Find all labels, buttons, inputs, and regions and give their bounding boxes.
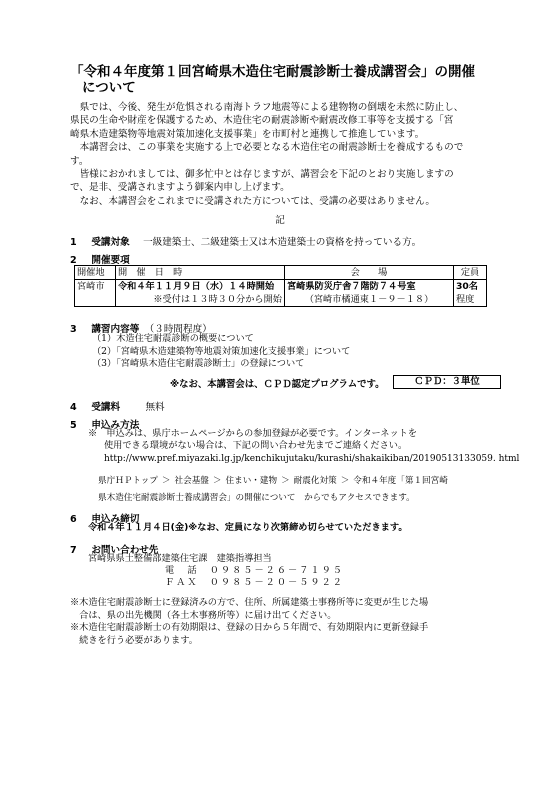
section-value: 一級建築士、二級建築士又は木造建築士の資格を持っている方。 [143, 237, 422, 248]
capacity-note-cell: 程度 [454, 293, 487, 307]
intro-line: 本講習会は、この事業を実施する上で必要となる木造住宅の耐震診断士を養成するもので [70, 142, 464, 154]
note-line: ※木造住宅耐震診断士に登録済みの方で、住所、所属建築士事務所等に変更が生じた場 [70, 597, 429, 608]
intro-line: 県民の生命や財産を保護するため、木造住宅の耐震診断や耐震改修工事等を支援する「宮 [70, 115, 454, 127]
intro-line: 皆様におかれましては、御多忙中とは存じますが、講習会を下記のとおり実施しますの [70, 169, 454, 181]
intro-line: 県では、今後、発生が危惧される南海トラフ地震等による建物物の倒壊を未然に防止し、 [70, 102, 464, 113]
location-cell: 宮崎市 [75, 280, 116, 307]
intro-line: なお、本講習会をこれまでに受講された方については、受講の必要はありません。 [70, 195, 435, 207]
breadcrumb-item: 令和４年度「第１回宮崎 [353, 476, 448, 486]
table-row [75, 293, 487, 307]
fax-label: ＦＡＸ [165, 577, 199, 588]
intro-line: 崎県木造建築物等地震対策加速化支援事業」を市町村と連携して推進しています。 [70, 128, 425, 140]
contact-dept: 宮崎県県土整備部建築住宅課 建築指導担当 [88, 553, 272, 564]
contact-tel-row [165, 565, 344, 578]
table-row [75, 280, 487, 294]
schedule-table [74, 265, 487, 307]
fax-number: ０９８５－２０－５９２２ [209, 577, 344, 588]
breadcrumb-item: 社会基盤 [174, 476, 209, 486]
section-label: お問い合わせ先 [91, 545, 159, 556]
deadline-date: 令和４年１１月４日(金) [88, 522, 189, 533]
table-header-row [75, 266, 487, 280]
list-item: （3）「宮崎県木造住宅耐震診断士」の登録について [92, 358, 305, 369]
header-cell: 開催地 [75, 266, 116, 280]
breadcrumb-separator: ＞ [281, 476, 290, 486]
section-number: 5 [70, 420, 77, 431]
document-title [70, 64, 510, 96]
contents-list [92, 333, 350, 371]
breadcrumb [98, 474, 448, 486]
deadline-line [88, 522, 408, 535]
section-4-heading [70, 399, 165, 413]
section-label: 開催要項 [91, 255, 130, 266]
list-item: （1）木造住宅耐震診断の概要について [92, 333, 254, 344]
section-1-heading [70, 234, 421, 248]
section-value: 無料 [145, 402, 165, 413]
deadline-note: ※なお、定員になり次第締め切らせていただきます。 [188, 522, 408, 533]
section-value: （３時間程度） [144, 324, 212, 335]
section-label: 申込み方法 [91, 420, 140, 431]
section-label: 受講対象 [91, 237, 130, 248]
cpd-note: ※なお、本講習会は、ＣＰＤ認定プログラムです。 [170, 379, 385, 390]
note-line: 合は、県の出先機関（各土木事務所等）に届け出てください。 [70, 609, 337, 621]
notes-block [70, 597, 428, 647]
list-item: （2）「宮崎県木造建築物等地震対策加速化支援事業」について [92, 345, 351, 357]
section-number: 4 [70, 402, 77, 413]
title-line-1: 「令和４年度第１回宮崎県木造住宅耐震診断士養成講習会」の開催 [70, 64, 475, 80]
breadcrumb-item: 県庁ＨＰトップ [98, 476, 158, 486]
title-line-2: について [82, 80, 136, 96]
header-cell: 会 場 [285, 266, 454, 280]
cpd-badge: ＣＰＤ：３単位 [393, 375, 501, 389]
application-line-2: 使用できる環境がない場合は、下記の問い合わせ先までご連絡ください。 [104, 440, 408, 451]
breadcrumb-separator: ＞ [340, 476, 350, 486]
section-2-heading [70, 252, 130, 266]
breadcrumb-continuation: 県木造住宅耐震診断士養成講習会」の開催について からでもアクセスできます。 [98, 493, 415, 503]
note-line: 続きを行う必要があります。 [70, 634, 198, 646]
section-label: 申込み締切 [91, 514, 140, 525]
header-cell: 定員 [454, 266, 487, 280]
intro-line: す。 [70, 155, 89, 167]
tel-number: ０９８５－２６－７１９５ [209, 565, 344, 576]
ki-heading: 記 [275, 215, 285, 226]
reception-cell: ※受付は１３時３０分から開始 [116, 293, 285, 307]
contact-fax-row [165, 577, 344, 590]
section-number: 6 [70, 514, 77, 525]
intro-line: で、是非、受講されますよう御案内申し上げます。 [70, 182, 290, 194]
capacity-cell: 30名 [454, 280, 487, 294]
breadcrumb-separator: ＞ [212, 476, 222, 486]
section-number: 2 [70, 255, 77, 266]
section-label: 講習内容等 [91, 324, 140, 335]
datetime-cell: 令和４年１１月９日（水）１４時開始 [116, 280, 285, 294]
venue-address-cell: （宮崎市橘通東１－９－１８） [285, 293, 454, 307]
note-line: ※木造住宅耐震診断士の有効期限は、登録の日から５年間で、有効期限内に更新登録手 [70, 622, 429, 633]
section-number: 7 [70, 545, 77, 556]
breadcrumb-item: 住まい・建物 [225, 476, 278, 486]
venue-cell: 宮崎県防災庁舎７階防７４号室 [285, 280, 454, 294]
tel-label: 電 話 [165, 565, 199, 576]
intro-paragraph [70, 101, 500, 208]
section-label: 受講料 [91, 402, 121, 413]
application-url-link[interactable]: http://www.pref.miyazaki.lg.jp/kenchikujutaku/kurashi/shakaikiban/20190513133059. html [104, 454, 520, 464]
section-number: 3 [70, 324, 77, 335]
header-cell: 開 催 日 時 [116, 266, 285, 280]
breadcrumb-separator: ＞ [161, 476, 171, 486]
breadcrumb-item: 耐震化対策 [293, 476, 337, 486]
section-number: 1 [70, 237, 77, 248]
application-line-1: ※ 申込みは、県庁ホームページからの参加登録が必要です。インターネットを [88, 428, 418, 439]
